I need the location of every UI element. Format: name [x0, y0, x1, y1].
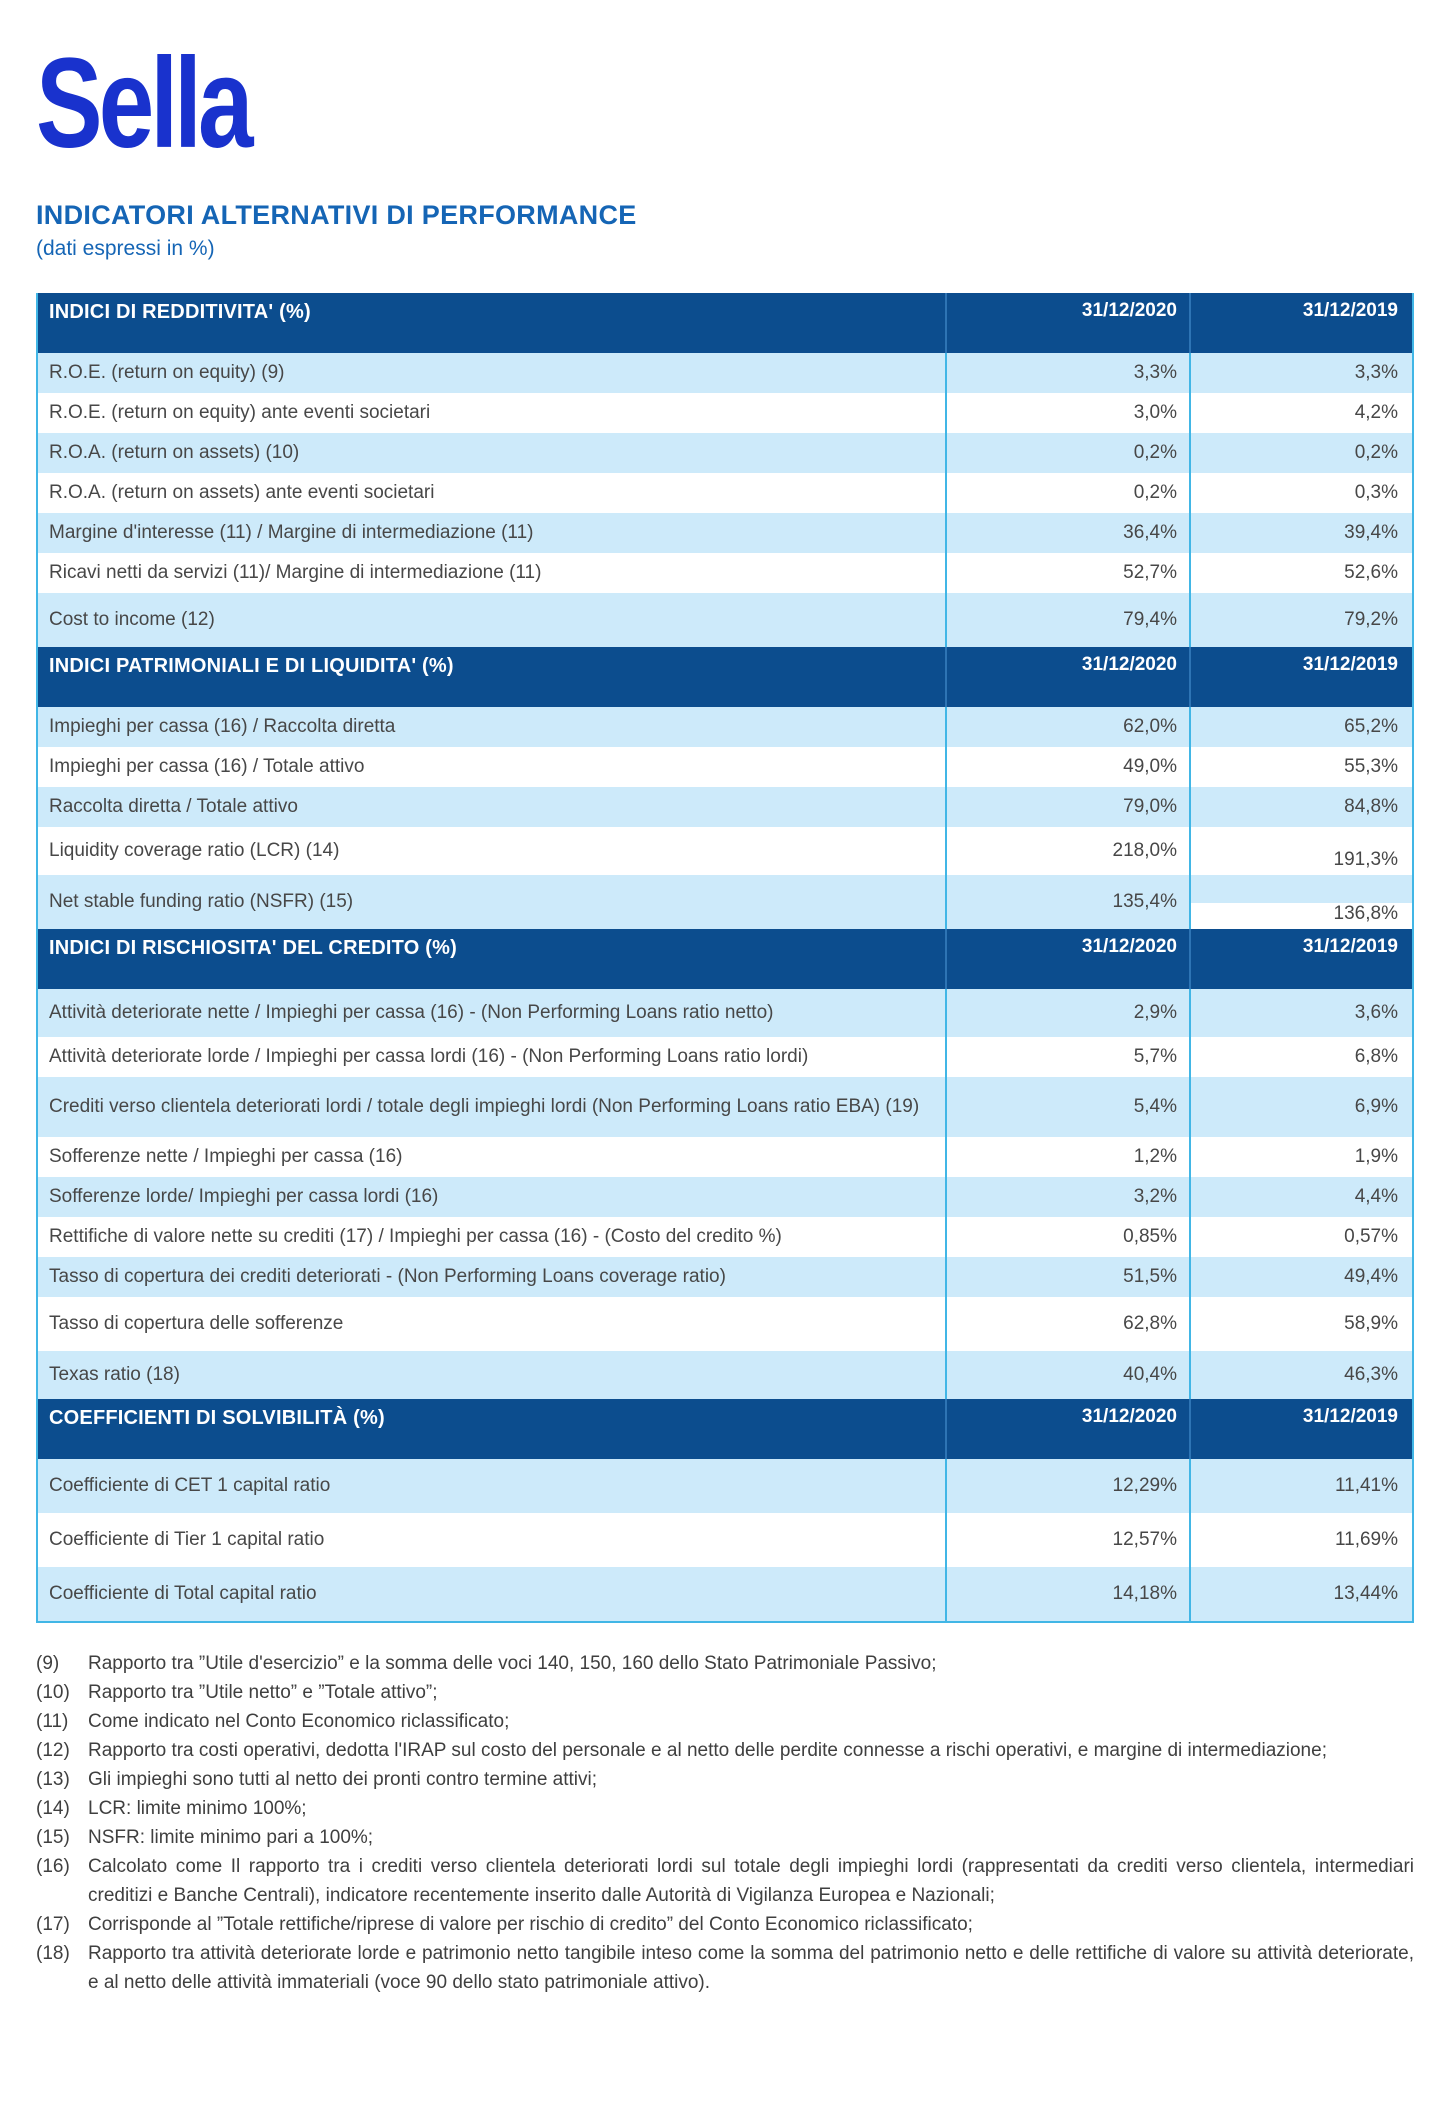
section-header-patrimoniali	[38, 647, 1412, 707]
table-row	[38, 1037, 1412, 1077]
row-label: Margine d'interesse (11) / Margine di intermediazione (11)	[38, 513, 947, 553]
row-label: Impieghi per cassa (16) / Raccolta diretta	[38, 707, 947, 747]
table-row	[38, 1077, 1412, 1137]
value-2019: 79,2%	[1344, 609, 1398, 630]
value-2020: 3,2%	[947, 1177, 1191, 1217]
footnotes	[36, 1649, 1414, 1997]
value-2019: 6,8%	[1354, 1046, 1398, 1067]
value-2019: 4,4%	[1354, 1186, 1398, 1207]
table-row	[38, 707, 1412, 747]
value-2019: 4,2%	[1354, 402, 1398, 423]
footnote-number: (12)	[36, 1740, 70, 1761]
value-2019: 46,3%	[1344, 1364, 1398, 1385]
footnote-number: (11)	[36, 1711, 69, 1732]
row-label: Attività deteriorate lorde / Impieghi per cassa lordi (16) - (Non Performing Loans ratio lordi)	[38, 1037, 947, 1077]
footnote	[36, 1765, 1414, 1794]
sella-logo: Sella	[36, 32, 250, 175]
table-row	[38, 1217, 1412, 1257]
row-label: Raccolta diretta / Totale attivo	[38, 787, 947, 827]
row-label: Impieghi per cassa (16) / Totale attivo	[38, 747, 947, 787]
table-row	[38, 473, 1412, 513]
value-2019: 65,2%	[1344, 716, 1398, 737]
table-row	[38, 787, 1412, 827]
footnote	[36, 1823, 1414, 1852]
table-row	[38, 433, 1412, 473]
row-label: R.O.E. (return on equity) ante eventi societari	[38, 393, 947, 433]
row-label: Ricavi netti da servizi (11)/ Margine di intermediazione (11)	[38, 553, 947, 593]
row-label: R.O.E. (return on equity) (9)	[38, 353, 947, 393]
row-label: Sofferenze nette / Impieghi per cassa (16)	[38, 1137, 947, 1177]
value-2019: 136,8%	[1191, 875, 1412, 929]
row-label: Coefficiente di Total capital ratio	[38, 1567, 947, 1621]
column-header-2019: 31/12/2019	[1302, 654, 1398, 675]
column-header-2020: 31/12/2020	[947, 1399, 1191, 1459]
footnote	[36, 1852, 1414, 1910]
footnote-number: (18)	[36, 1943, 70, 1964]
row-label: Attività deteriorate nette / Impieghi per cassa (16) - (Non Performing Loans ratio netto)	[38, 989, 947, 1037]
section-title: INDICI DI REDDITIVITA' (%)	[38, 293, 947, 353]
value-2019: 0,2%	[1354, 442, 1398, 463]
footnote	[36, 1939, 1414, 1997]
row-label: R.O.A. (return on assets) ante eventi societari	[38, 473, 947, 513]
table-row	[38, 353, 1412, 393]
table-row	[38, 1257, 1412, 1297]
value-2019: 11,69%	[1334, 1529, 1398, 1550]
row-label: Tasso di copertura delle sofferenze	[38, 1297, 947, 1351]
value-2020: 40,4%	[947, 1351, 1191, 1399]
value-2020: 79,4%	[947, 593, 1191, 647]
section-header-redditivita	[38, 293, 1412, 353]
value-2020: 135,4%	[947, 875, 1191, 929]
value-2019: 1,9%	[1354, 1146, 1398, 1167]
value-2019: 84,8%	[1344, 796, 1398, 817]
row-label: R.O.A. (return on assets) (10)	[38, 433, 947, 473]
value-2019: 3,3%	[1354, 362, 1398, 383]
row-label: Rettifiche di valore nette su crediti (17) / Impieghi per cassa (16) - (Costo del credito %)	[38, 1217, 947, 1257]
footnote-text: Come indicato nel Conto Economico riclassificato;	[88, 1711, 510, 1732]
value-2020: 0,2%	[947, 433, 1191, 473]
footnote-number: (14)	[36, 1798, 70, 1819]
value-2020: 14,18%	[947, 1567, 1191, 1621]
value-2019: 13,44%	[1333, 1583, 1398, 1604]
value-2019: 58,9%	[1344, 1313, 1398, 1334]
footnote-text: Rapporto tra ”Utile netto” e ”Totale attivo”;	[88, 1682, 438, 1703]
footnote-number: (16)	[36, 1856, 70, 1877]
table-row	[38, 393, 1412, 433]
performance-indicators-table	[36, 293, 1414, 1623]
footnote-number: (10)	[36, 1682, 70, 1703]
table-row	[38, 1351, 1412, 1399]
value-2020: 12,29%	[947, 1459, 1191, 1513]
table-row	[38, 827, 1412, 875]
column-header-2020: 31/12/2020	[947, 647, 1191, 707]
row-label: Sofferenze lorde/ Impieghi per cassa lordi (16)	[38, 1177, 947, 1217]
row-label: Crediti verso clientela deteriorati lordi / totale degli impieghi lordi (Non Performing Loans ratio EBA) (19)	[38, 1077, 947, 1137]
footnote-text: Rapporto tra attività deteriorate lorde e patrimonio netto tangibile inteso come la somma del patrimonio netto e delle rettifiche di valore su attività deteriorate, e al netto delle attività immateriali (voce 90 dello stato patrimoniale attivo).	[88, 1943, 1414, 1993]
value-2020: 12,57%	[947, 1513, 1191, 1567]
table-row	[38, 875, 1412, 929]
row-label: Cost to income (12)	[38, 593, 947, 647]
value-2020: 49,0%	[947, 747, 1191, 787]
footnote-text: Calcolato come Il rapporto tra i crediti verso clientela deteriorati lordi sul totale degli impieghi lordi (rappresentati da crediti verso clientela, intermediari creditizi e Banche Centrali), indicatore recentemente inserito dalle Autorità di Vigilanza Europea e Nazionali;	[88, 1856, 1414, 1906]
section-title: INDICI DI RISCHIOSITA' DEL CREDITO (%)	[38, 929, 947, 989]
table-row	[38, 747, 1412, 787]
table-row	[38, 1177, 1412, 1217]
column-header-2019: 31/12/2019	[1302, 936, 1398, 957]
row-label: Net stable funding ratio (NSFR) (15)	[38, 875, 947, 929]
page-title: INDICATORI ALTERNATIVI DI PERFORMANCE	[36, 200, 637, 230]
value-2020: 1,2%	[947, 1137, 1191, 1177]
value-2019: 3,6%	[1354, 1002, 1398, 1023]
column-header-2020: 31/12/2020	[947, 293, 1191, 353]
value-2020: 62,8%	[947, 1297, 1191, 1351]
table-row	[38, 1137, 1412, 1177]
page-subtitle: (dati espressi in %)	[36, 237, 215, 260]
table-row	[38, 989, 1412, 1037]
section-header-rischiosita	[38, 929, 1412, 989]
section-title: COEFFICIENTI DI SOLVIBILITÀ (%)	[38, 1399, 947, 1459]
value-2020: 0,2%	[947, 473, 1191, 513]
value-2019: 49,4%	[1344, 1266, 1398, 1287]
column-header-2020: 31/12/2020	[947, 929, 1191, 989]
value-2020: 52,7%	[947, 553, 1191, 593]
row-label: Coefficiente di Tier 1 capital ratio	[38, 1513, 947, 1567]
table-row	[38, 1459, 1412, 1513]
footnote	[36, 1649, 1414, 1678]
value-2020: 2,9%	[947, 989, 1191, 1037]
footnote	[36, 1678, 1414, 1707]
footnote-number: (9)	[36, 1653, 60, 1674]
value-2020: 3,3%	[947, 353, 1191, 393]
value-2020: 0,85%	[947, 1217, 1191, 1257]
section-header-solvibilita	[38, 1399, 1412, 1459]
table-row	[38, 553, 1412, 593]
footnote-text: Rapporto tra ”Utile d'esercizio” e la somma delle voci 140, 150, 160 dello Stato Patrimoniale Passivo;	[88, 1653, 937, 1674]
value-2020: 5,4%	[947, 1077, 1191, 1137]
value-2019: 55,3%	[1344, 756, 1398, 777]
row-label: Texas ratio (18)	[38, 1351, 947, 1399]
value-2019: 52,6%	[1344, 562, 1398, 583]
footnote	[36, 1707, 1414, 1736]
footnote-number: (17)	[36, 1914, 70, 1935]
row-label: Liquidity coverage ratio (LCR) (14)	[38, 827, 947, 875]
table-row	[38, 1567, 1412, 1621]
footnote-number: (15)	[36, 1827, 70, 1848]
value-2019: 11,41%	[1334, 1475, 1398, 1496]
column-header-2019: 31/12/2019	[1302, 300, 1398, 321]
value-2019: 39,4%	[1344, 522, 1398, 543]
footnote-text: Rapporto tra costi operativi, dedotta l'IRAP sul costo del personale e al netto delle perdite connesse a rischi operativi, e margine di intermediazione;	[88, 1740, 1327, 1761]
column-header-2019: 31/12/2019	[1302, 1406, 1398, 1427]
value-2019: 0,57%	[1344, 1226, 1398, 1247]
footnote-text: Gli impieghi sono tutti al netto dei pronti contro termine attivi;	[88, 1769, 598, 1790]
section-title: INDICI PATRIMONIALI E DI LIQUIDITA' (%)	[38, 647, 947, 707]
footnote-text: NSFR: limite minimo pari a 100%;	[88, 1827, 374, 1848]
value-2020: 36,4%	[947, 513, 1191, 553]
value-2019: 0,3%	[1354, 482, 1398, 503]
value-2020: 5,7%	[947, 1037, 1191, 1077]
footnote	[36, 1794, 1414, 1823]
footnote-text: LCR: limite minimo 100%;	[88, 1798, 307, 1819]
value-2020: 51,5%	[947, 1257, 1191, 1297]
row-label: Coefficiente di CET 1 capital ratio	[38, 1459, 947, 1513]
footnote-text: Corrisponde al ”Totale rettifiche/riprese di valore per rischio di credito” del Conto Economico riclassificato;	[88, 1914, 973, 1935]
table-row	[38, 1513, 1412, 1567]
footnote-number: (13)	[36, 1769, 70, 1790]
value-2019: 191,3%	[1333, 849, 1398, 870]
footnote	[36, 1736, 1414, 1765]
table-row	[38, 593, 1412, 647]
footnote	[36, 1910, 1414, 1939]
table-row	[38, 1297, 1412, 1351]
row-label: Tasso di copertura dei crediti deteriorati - (Non Performing Loans coverage ratio)	[38, 1257, 947, 1297]
value-2020: 3,0%	[947, 393, 1191, 433]
value-2020: 79,0%	[947, 787, 1191, 827]
table-row	[38, 513, 1412, 553]
document-page	[36, 30, 1414, 1997]
value-2020: 218,0%	[947, 827, 1191, 875]
value-2019: 6,9%	[1354, 1096, 1398, 1117]
value-2020: 62,0%	[947, 707, 1191, 747]
